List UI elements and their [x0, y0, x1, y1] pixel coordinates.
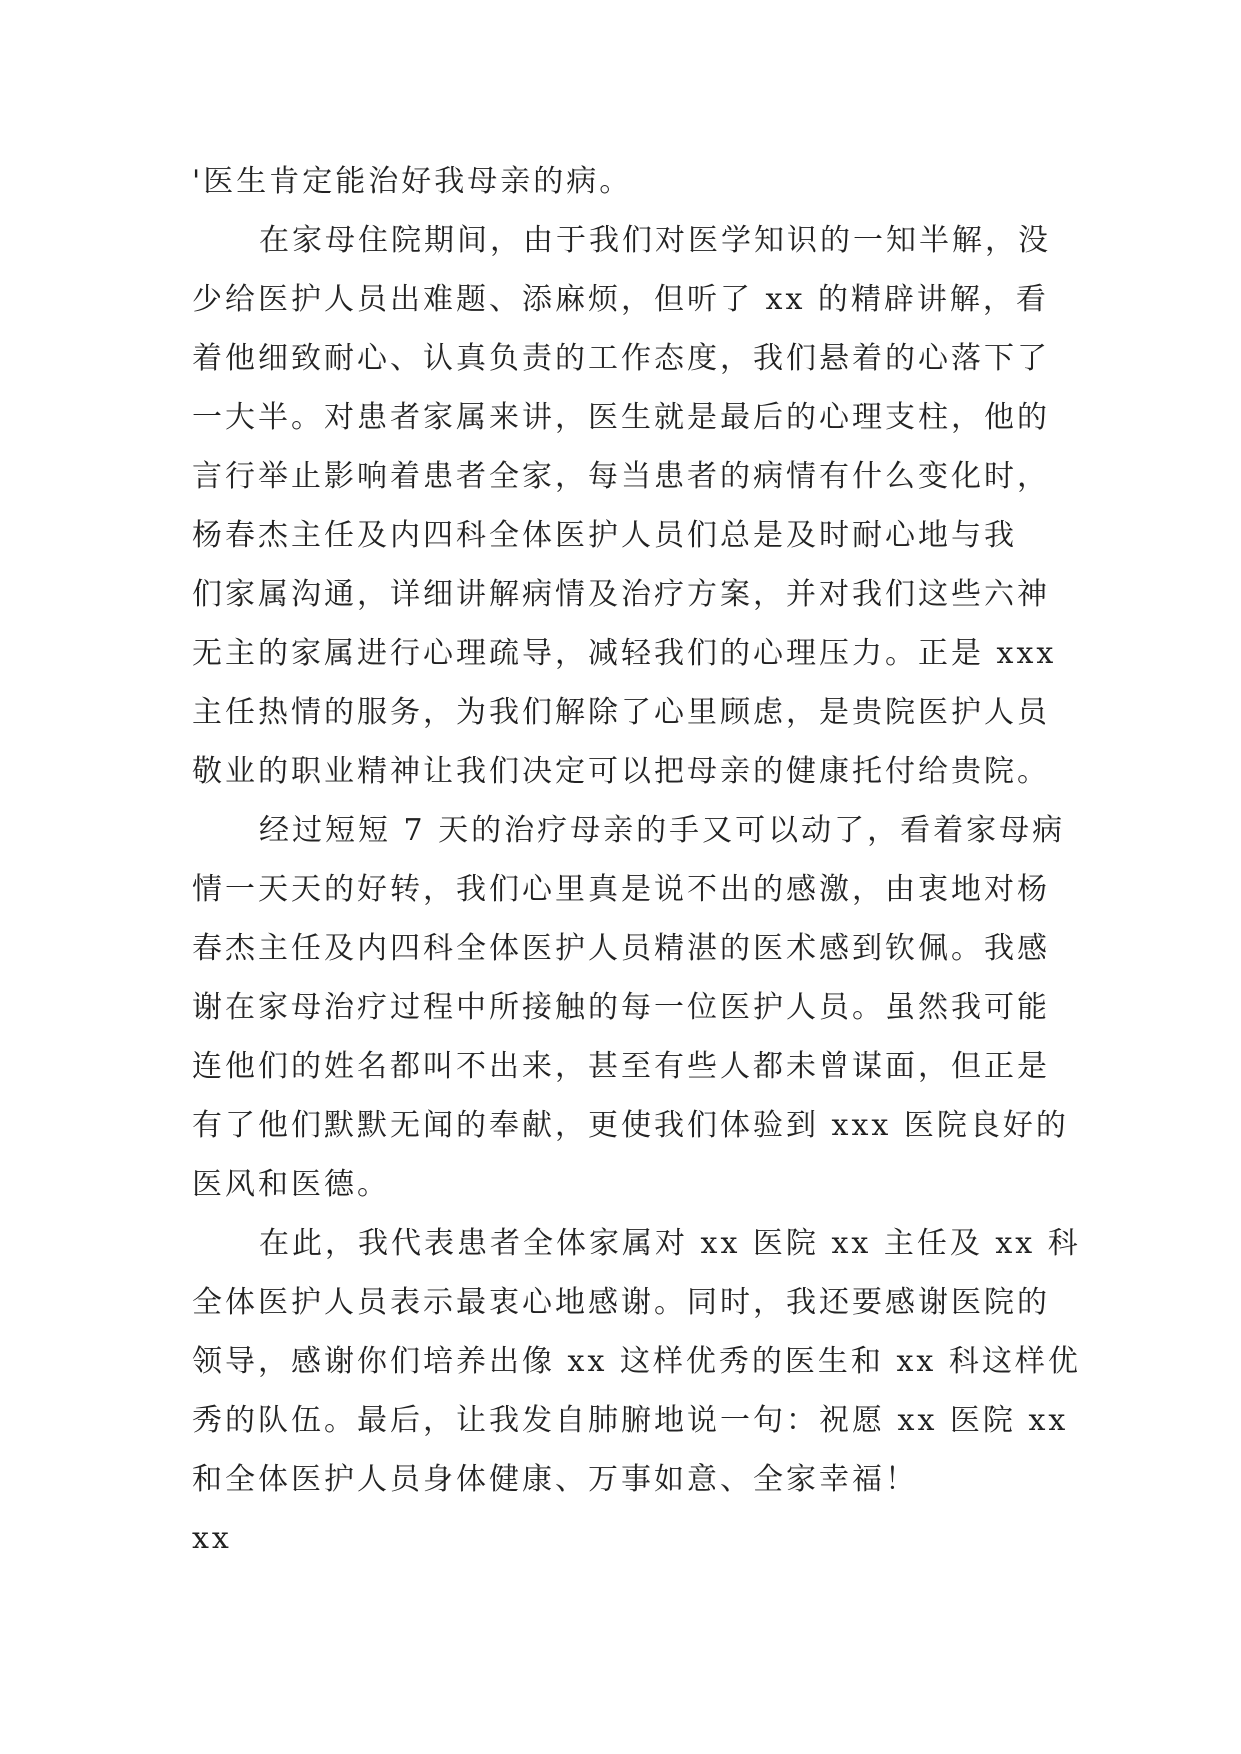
text-line: 在此，我代表患者全体家属对 xx 医院 xx 主任及 xx 科	[259, 1226, 1081, 1261]
text-line: 主任热情的服务，为我们解除了心里顾虑，是贵院医护人员	[192, 695, 1050, 730]
text-line: 言行举止影响着患者全家，每当患者的病情有什么变化时，	[192, 459, 1050, 494]
text-line: 连他们的姓名都叫不出来，甚至有些人都未曾谋面，但正是	[192, 1049, 1050, 1084]
text-line: 经过短短 7 天的治疗母亲的手又可以动了，看着家母病	[259, 813, 1066, 848]
text-line: 秀的队伍。最后，让我发自肺腑地说一句：祝愿 xx 医院 xx	[192, 1403, 1069, 1438]
text-line: '医生肯定能治好我母亲的病。	[192, 164, 633, 199]
signature-text: xx	[192, 1521, 232, 1556]
text-line: 杨春杰主任及内四科全体医护人员们总是及时耐心地与我	[192, 518, 1017, 553]
text-line: 敬业的职业精神让我们决定可以把母亲的健康托付给贵院。	[192, 754, 1050, 789]
letter-body	[192, 152, 1081, 1568]
text-line: 情一天天的好转，我们心里真是说不出的感激，由衷地对杨	[192, 872, 1050, 907]
text-line: 全体医护人员表示最衷心地感谢。同时，我还要感谢医院的	[192, 1285, 1050, 1320]
text-line: 无主的家属进行心理疏导，减轻我们的心理压力。正是 xxx	[192, 636, 1057, 671]
text-line: 谢在家母治疗过程中所接触的每一位医护人员。虽然我可能	[192, 990, 1050, 1025]
text-line: 有了他们默默无闻的奉献，更使我们体验到 xxx 医院良好的	[192, 1108, 1069, 1143]
text-line: 和全体医护人员身体健康、万事如意、全家幸福！	[192, 1462, 918, 1497]
text-line: 着他细致耐心、认真负责的工作态度，我们悬着的心落下了	[192, 341, 1050, 376]
text-line: 们家属沟通，详细讲解病情及治疗方案，并对我们这些六神	[192, 577, 1050, 612]
text-line: 领导，感谢你们培养出像 xx 这样优秀的医生和 xx 科这样优	[192, 1344, 1081, 1379]
text-line: 医风和医德。	[192, 1167, 390, 1202]
text-line: 一大半。对患者家属来讲，医生就是最后的心理支柱，他的	[192, 400, 1050, 435]
text-line: 少给医护人员出难题、添麻烦，但听了 xx 的精辟讲解，看	[192, 282, 1049, 317]
text-line: 春杰主任及内四科全体医护人员精湛的医术感到钦佩。我感	[192, 931, 1050, 966]
text-line: 在家母住院期间，由于我们对医学知识的一知半解，没	[259, 223, 1051, 258]
